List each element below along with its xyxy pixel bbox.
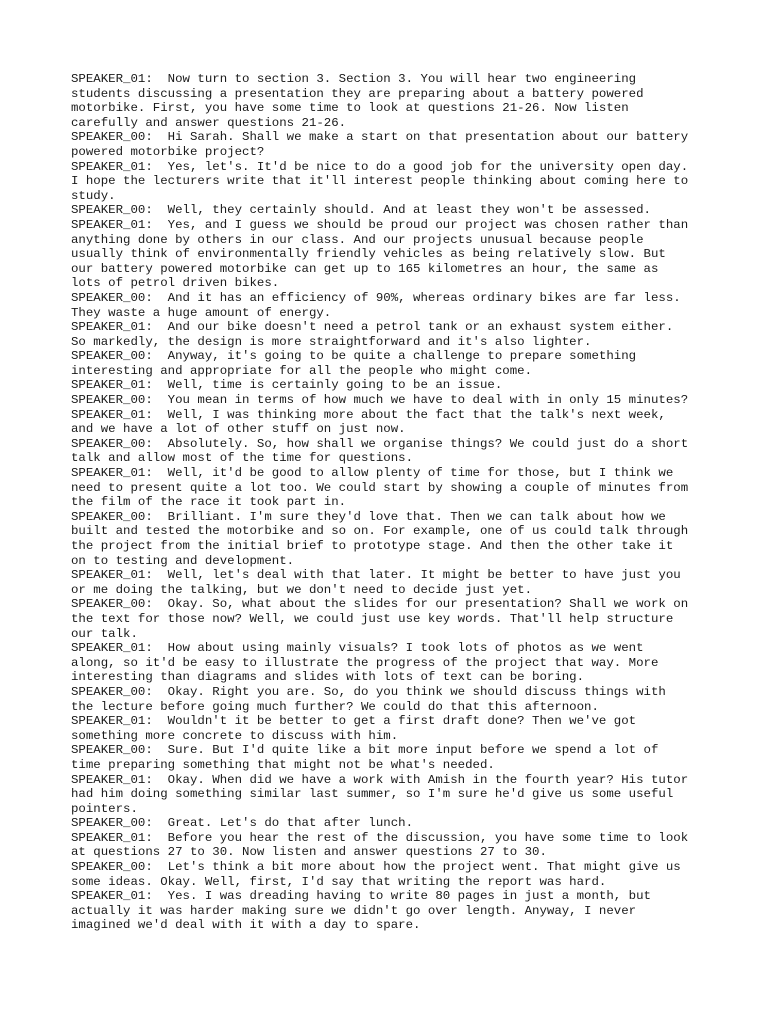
transcript-line: the text for those now? Well, we could just use key words. That'll help structure	[71, 611, 674, 626]
transcript-line: or me doing the talking, but we don't need to decide just yet.	[71, 582, 533, 597]
transcript-line: SPEAKER_00: Sure. But I'd quite like a bit more input before we spend a lot of	[71, 743, 659, 758]
transcript-line: powered motorbike project?	[71, 144, 265, 159]
transcript-line: built and tested the motorbike and so on. For example, one of us could talk through	[71, 524, 689, 539]
transcript-line: the lecture before going much further? We could do that this afternoon.	[71, 699, 599, 714]
transcript-line: SPEAKER_00: Let's think a bit more about how the project went. That might give us	[71, 860, 681, 875]
transcript-line: SPEAKER_01: Well, let's deal with that later. It might be better to have just you	[71, 568, 681, 583]
transcript-line: usually think of environmentally friendly vehicles as being relatively slow. But	[71, 247, 666, 262]
transcript-line: on to testing and development.	[71, 553, 295, 568]
transcript-line: pointers.	[71, 801, 138, 816]
transcript-line: SPEAKER_01: Before you hear the rest of the discussion, you have some time to look	[71, 830, 689, 845]
transcript-line: So markedly, the design is more straightforward and it's also lighter.	[71, 334, 592, 349]
transcript-line: our talk.	[71, 626, 138, 641]
transcript-line: and we have a lot of other stuff on just now.	[71, 422, 406, 437]
transcript-line: talk and allow most of the time for questions.	[71, 451, 414, 466]
transcript-line: students discussing a presentation they are preparing about a battery powered	[71, 86, 644, 101]
transcript-line: SPEAKER_01: Now turn to section 3. Section 3. You will hear two engineering	[71, 72, 637, 86]
transcript-line: SPEAKER_01: Well, I was thinking more about the fact that the talk's next week,	[71, 407, 666, 422]
transcript-line: anything done by others in our class. And our projects unusual because people	[71, 232, 644, 247]
transcript-line: carefully and answer questions 21-26.	[71, 115, 347, 130]
transcript-line: SPEAKER_01: Yes. I was dreading having to write 80 pages in just a month, but	[71, 889, 651, 904]
transcript-line: imagined we'd deal with it with a day to spare.	[71, 918, 421, 933]
transcript-line: along, so it'd be easy to illustrate the progress of the project that way. More	[71, 655, 659, 670]
transcript-line: SPEAKER_00: Brilliant. I'm sure they'd love that. Then we can talk about how we	[71, 509, 666, 524]
transcript-line: motorbike. First, you have some time to look at questions 21-26. Now listen	[71, 101, 629, 116]
transcript-line: SPEAKER_01: How about using mainly visuals? I took lots of photos as we went	[71, 641, 644, 656]
transcript-line: the film of the race it took part in.	[71, 495, 347, 510]
transcript-line: SPEAKER_01: Yes, let's. It'd be nice to do a good job for the university open day.	[71, 159, 689, 174]
transcript-line: SPEAKER_00: Great. Let's do that after lunch.	[71, 816, 414, 831]
transcript-line: SPEAKER_00: Anyway, it's going to be quite a challenge to prepare something	[71, 349, 637, 364]
transcript-line: SPEAKER_00: Well, they certainly should. And at least they won't be assessed.	[71, 203, 651, 218]
transcript-line: study.	[71, 188, 116, 203]
transcript-line: SPEAKER_01: Well, it'd be good to allow plenty of time for those, but I think we	[71, 466, 674, 481]
transcript-line: actually it was harder making sure we didn't go over length. Anyway, I never	[71, 903, 637, 918]
transcript-line: I hope the lecturers write that it'll interest people thinking about coming here to	[71, 174, 689, 189]
transcript-line: lots of petrol driven bikes.	[71, 276, 280, 291]
transcript-line: SPEAKER_00: Hi Sarah. Shall we make a start on that presentation about our battery	[71, 130, 689, 145]
transcript-line: They waste a huge amount of energy.	[71, 305, 332, 320]
transcript-line: time preparing something that might not be what's needed.	[71, 757, 495, 772]
transcript-line: SPEAKER_00: Absolutely. So, how shall we organise things? We could just do a short	[71, 436, 689, 451]
transcript-line: need to present quite a lot too. We could start by showing a couple of minutes from	[71, 480, 689, 495]
transcript-line: SPEAKER_01: Well, time is certainly going to be an issue.	[71, 378, 503, 393]
transcript-line: the project from the initial brief to prototype stage. And then the other take it	[71, 539, 674, 553]
transcript-line: SPEAKER_00: Okay. So, what about the slides for our presentation? Shall we work on	[71, 597, 689, 612]
transcript-line: our battery powered motorbike can get up to 165 kilometres an hour, the same as	[71, 261, 659, 276]
transcript-line: SPEAKER_00: Okay. Right you are. So, do you think we should discuss things with	[71, 684, 666, 699]
transcript-line: SPEAKER_00: And it has an efficiency of 90%, whereas ordinary bikes are far less.	[71, 290, 681, 305]
transcript-line: some ideas. Okay. Well, first, I'd say that writing the report was hard.	[71, 874, 607, 889]
transcript-line: SPEAKER_01: Okay. When did we have a work with Amish in the fourth year? His tutor	[71, 772, 689, 787]
transcript-line: interesting than diagrams and slides with lots of text can be boring.	[71, 670, 585, 685]
transcript-page	[71, 72, 711, 933]
transcript-line: interesting and appropriate for all the people who might come.	[71, 363, 533, 378]
transcript-line: something more concrete to discuss with him.	[71, 728, 399, 743]
transcript-line: SPEAKER_01: Wouldn't it be better to get a first draft done? Then we've got	[71, 714, 637, 729]
transcript-line: at questions 27 to 30. Now listen and answer questions 27 to 30.	[71, 845, 547, 860]
transcript-line: had him doing something similar last summer, so I'm sure he'd give us some useful	[71, 787, 674, 802]
transcript-line: SPEAKER_00: You mean in terms of how much we have to deal with in only 15 minutes?	[71, 393, 689, 408]
transcript-line: SPEAKER_01: Yes, and I guess we should be proud our project was chosen rather than	[71, 217, 689, 232]
transcript-line: SPEAKER_01: And our bike doesn't need a petrol tank or an exhaust system either.	[71, 320, 674, 335]
